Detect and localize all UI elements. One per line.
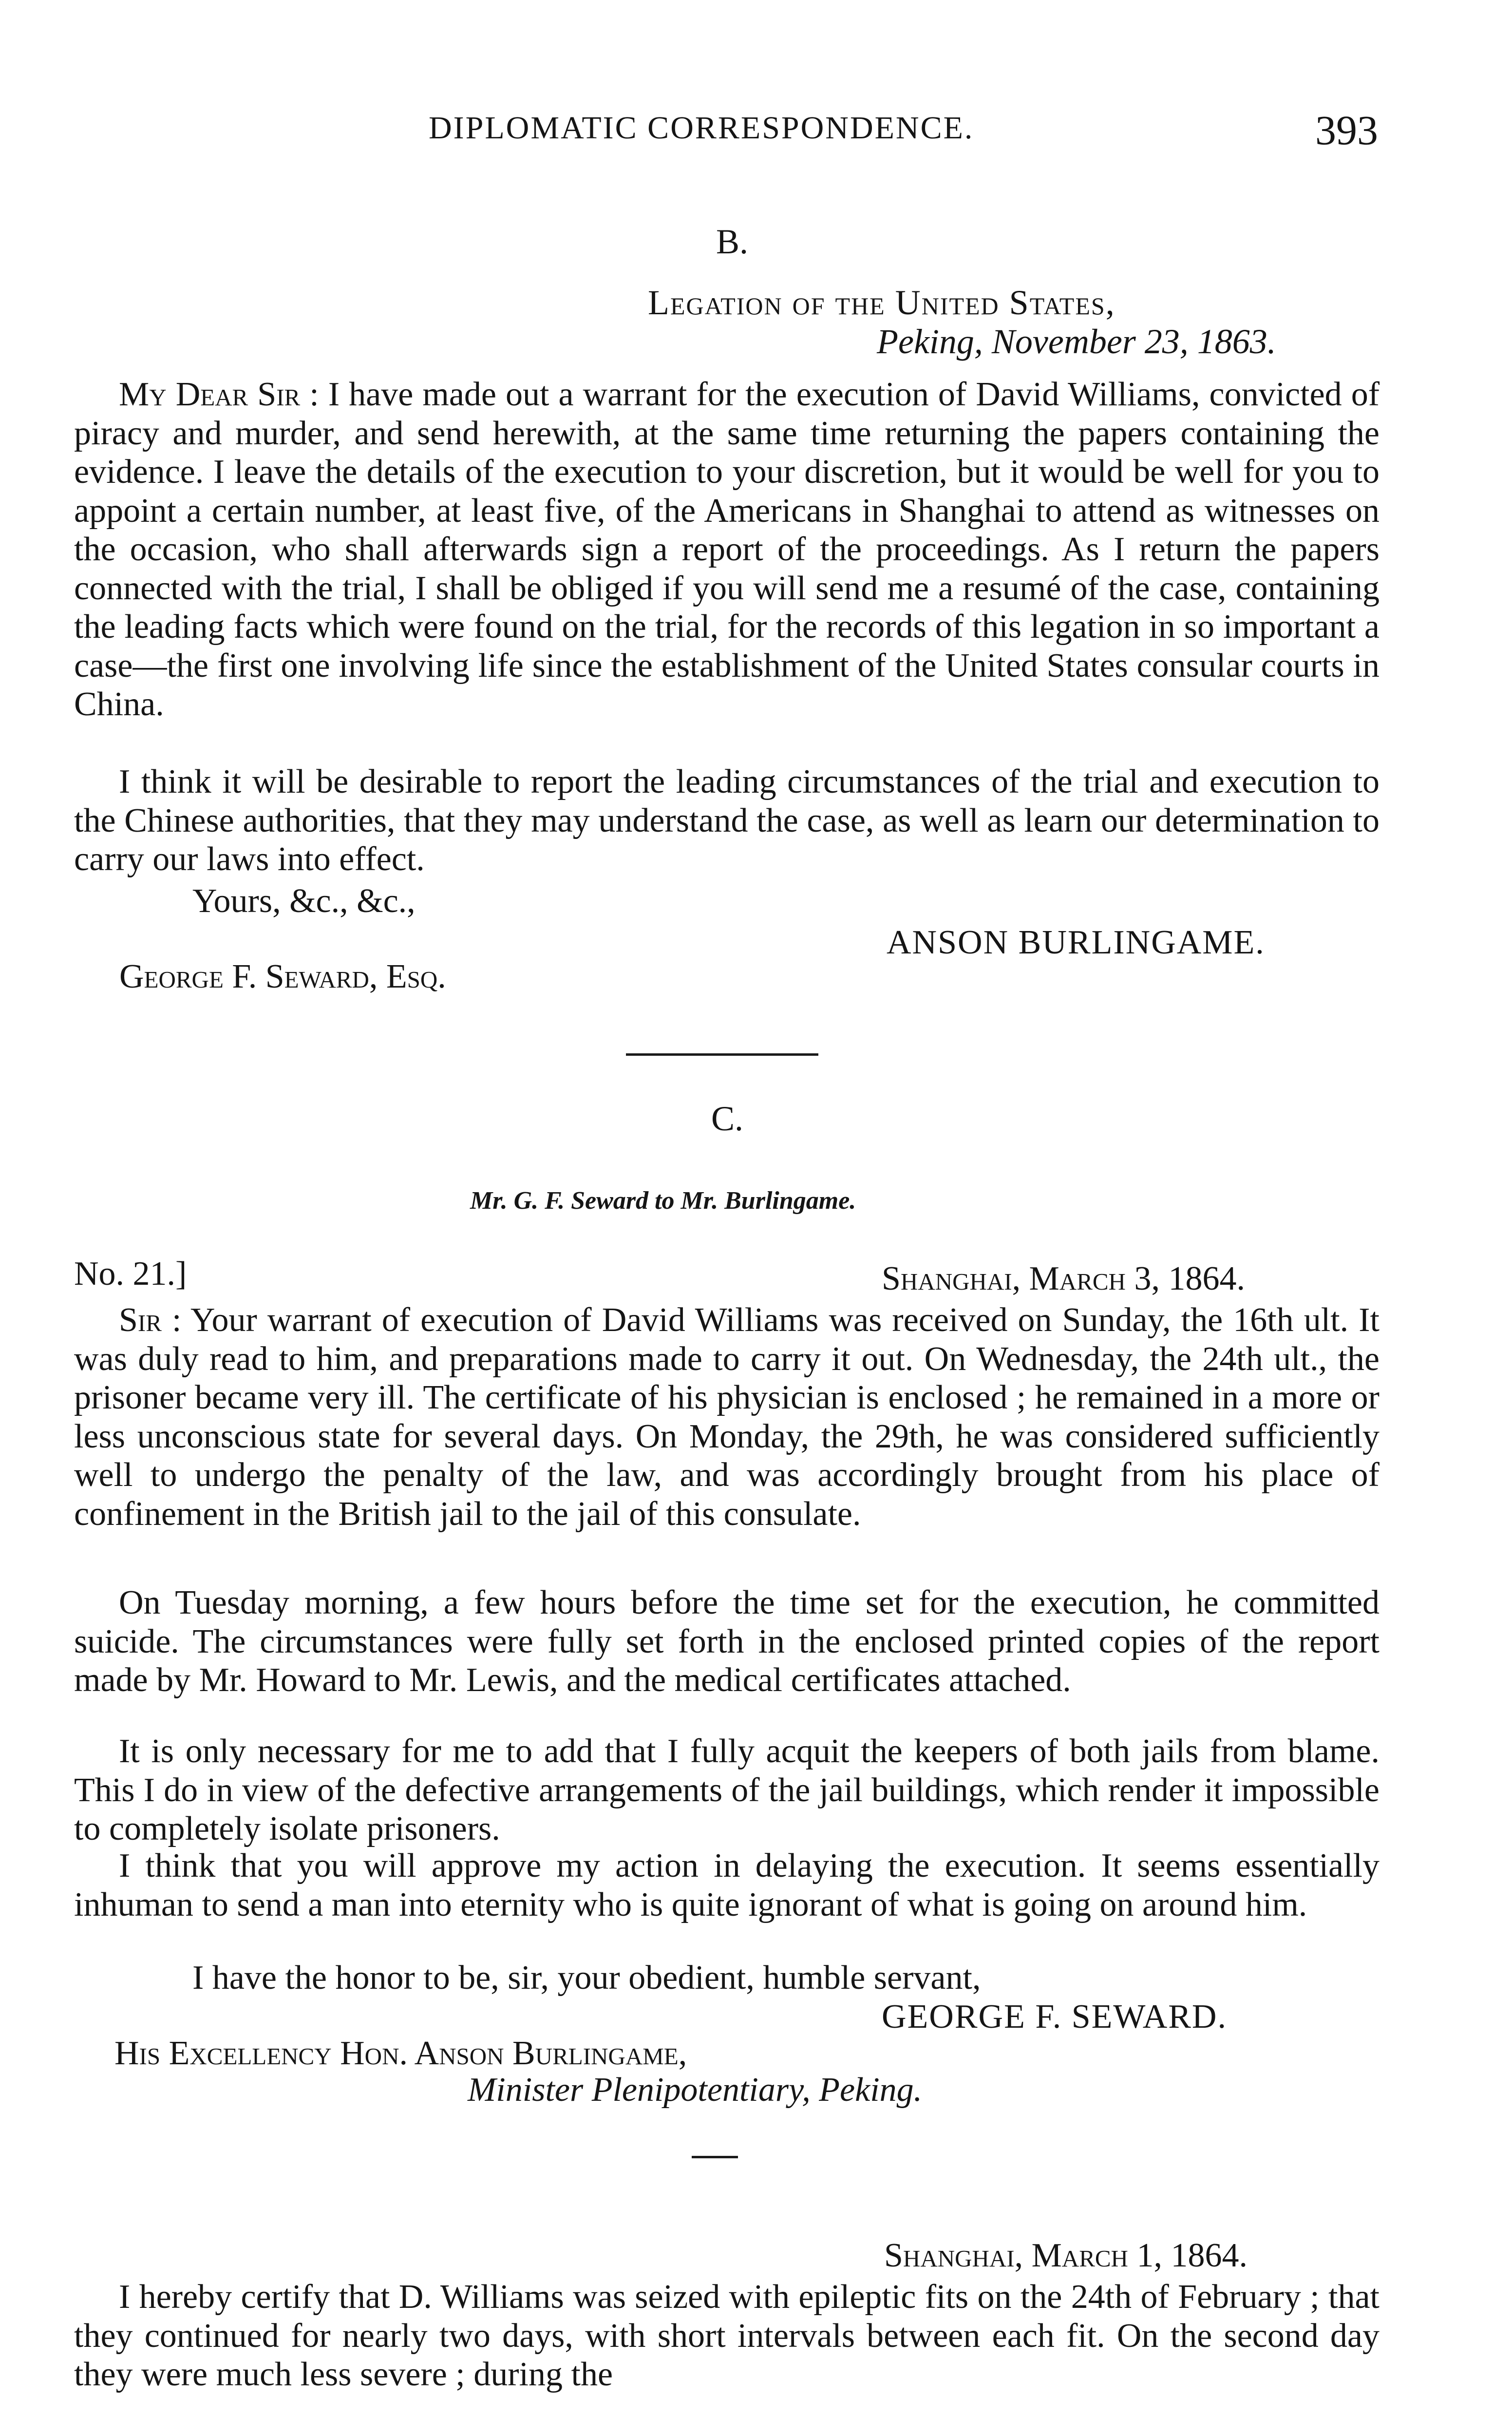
place-date-text: Shanghai, March 3, 1864. [882, 1260, 1245, 1297]
letter-b-paragraph-1 [74, 375, 1380, 724]
salutation: Sir : [119, 1301, 182, 1339]
letter-b-paragraph-2: I think it will be desirable to report the leading circumstances of the trial and execution to the Chinese authorities, that they may understand the case, as well as learn our determination to carry our laws into effect. [74, 763, 1380, 878]
body-text: I have made out a warrant for the execution of David Williams, convicted of piracy and murder, and send herewith, at the same time returning the papers containing the evidence. I leave the details of the execution to your discretion, but it would be well for you to appoint a certain number, at least five, of the Americans in Shanghai to attend as witnesses on the occasion, who shall afterwards sign a report of the proceedings. As I return the papers connected with the trial, I shall be obliged if you will send me a resumé of the case, containing the leading facts which were found on the trial, for the records of this legation in so important a case—the first one involving life since the establishment of the United States consular courts in China. [74, 376, 1380, 723]
closing: Yours, &c., &c., [192, 882, 416, 920]
section-letter-c: C. [711, 1099, 744, 1138]
letter-c-paragraph-4: I think that you will approve my action in delaying the execution. It seems essentially inhuman to send a man into eternity who is quite ignorant of what is going on around him. [74, 1847, 1380, 1923]
running-header [0, 107, 1512, 153]
page-number: 393 [1315, 107, 1378, 153]
addressee: George F. Seward, Esq. [119, 958, 446, 995]
place-date [882, 1259, 1245, 1298]
letter-c-paragraph-3: It is only necessary for me to add that I fully acquit the keepers of both jails from blame. This I do in view of the defective arrangements of the jail buildings, which render it impossible to completely isolate prisoners. [74, 1732, 1380, 1847]
legation-line: Legation of the United States, [648, 283, 1115, 322]
signature: GEORGE F. SEWARD. [882, 1998, 1227, 2036]
certificate-paragraph-1: I hereby certify that D. Williams was seized with epileptic fits on the 24th of February ; that they continued for nearly two days, with short intervals between each fit. On the second day they were much less severe ; during the [74, 2278, 1380, 2393]
letter-c-paragraph-2: On Tuesday morning, a few hours before the time set for the execution, he committed suicide. The circumstances were fully set forth in the enclosed printed copies of the report made by Mr. Howard to Mr. Lewis, and the medical certificates attached. [74, 1584, 1380, 1699]
closing: I have the honor to be, sir, your obedient, humble servant, [192, 1959, 981, 1997]
body-text: Your warrant of execution of David Williams was received on Sunday, the 16th ult. It was duly read to him, and preparations made to carry it out. On Wednesday, the 24th ult., the prisoner became very ill. The certificate of his physician is enclosed ; he remained in a more or less unconscious state for several days. On Monday, the 29th, he was considered sufficiently well to undergo the penalty of the law, and was accordingly brought from his place of confinement in the British jail to the jail of this consulate. [74, 1301, 1380, 1533]
letter-subtitle: Mr. G. F. Seward to Mr. Burlingame. [470, 1187, 856, 1215]
running-title: DIPLOMATIC CORRESPONDENCE. [429, 110, 974, 146]
short-divider [692, 2156, 738, 2158]
salutation: My Dear Sir : [119, 376, 319, 413]
dispatch-number: No. 21.] [74, 1255, 187, 1293]
signature: ANSON BURLINGAME. [887, 924, 1265, 961]
addressee-line-2: Minister Plenipotentiary, Peking. [468, 2071, 923, 2109]
date-line: Peking, November 23, 1863. [877, 322, 1276, 361]
addressee-line-1: His Excellency Hon. Anson Burlingame, [114, 2035, 687, 2072]
section-letter-b: B. [716, 222, 749, 261]
certificate-place-date: Shanghai, March 1, 1864. [884, 2237, 1247, 2274]
letter-c-paragraph-1 [74, 1301, 1380, 1533]
section-divider [626, 1053, 818, 1056]
